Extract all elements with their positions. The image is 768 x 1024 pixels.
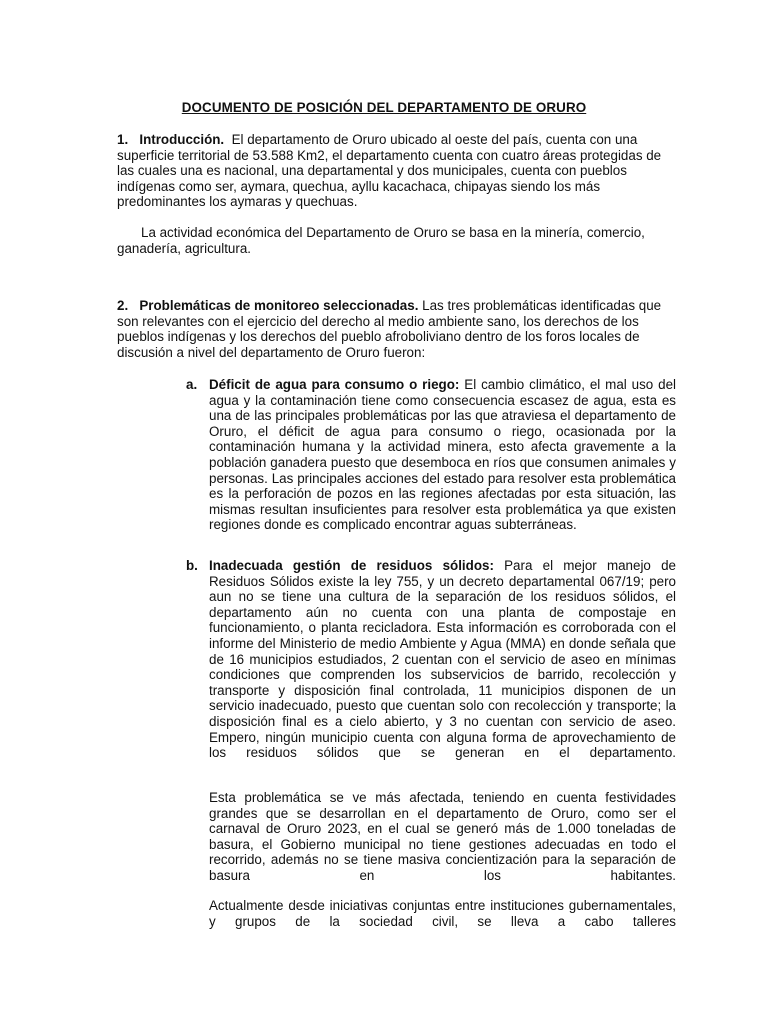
section-problems <box>117 298 675 360</box>
section-number: 1. <box>117 132 129 147</box>
item-heading: Déficit de agua para consumo o riego: <box>209 377 460 392</box>
paragraph-waste-initiatives: Actualmente desde iniciativas conjuntas entre instituciones gubernamentales, y grupos de la sociedad civil, se lleva a cabo talleres <box>209 898 676 929</box>
section-heading: Introducción. <box>139 132 225 147</box>
section-heading: Problemáticas de monitoreo seleccionadas. <box>139 298 419 313</box>
section-text: Las tres problemáticas identificadas que son relevantes con el ejercicio del derecho al medio ambiente sano, los derechos de los pueblos indígenas y los derechos del pueblo afroboliviano dentro de los foros locales de discusión a nivel del departamento de Oruro fueron: <box>117 298 662 360</box>
section-introduction <box>117 132 675 210</box>
item-text: El cambio climático, el mal uso del agua y la contaminación tiene como consecuencia escasez de agua, esta es una de las principales problemáticas por las que atraviesa el departamento de Oruro, el déficit de agua para consumo o riego, ocasionada por la contaminación humana y la actividad minera, esto afecta gravemente a la población ganadera puesto que desemboca en ríos que consumen animales y personas. Las principales acciones del estado para resolver esta problemática es la perforación de pozos en las regiones afectadas por esta situación, las mismas resultan insuficientes para resolver esta problemática ya que existen regiones donde es complicado encontrar aguas subterráneas. <box>209 377 676 533</box>
list-marker: b. <box>186 558 198 573</box>
section-number: 2. <box>117 298 129 313</box>
section-text: El departamento de Oruro ubicado al oeste del país, cuenta con una superficie territorial de 53.588 Km2, el departamento cuenta con cuatro áreas protegidas de las cuales una es nacional, una departamental y dos municipales, cuenta con pueblos indígenas como ser, aymara, quechua, ayllu kacachaca, chipayas siendo los más predominantes los aymaras y quechuas. <box>117 132 662 210</box>
list-item-body <box>209 558 676 761</box>
document-title: DOCUMENTO DE POSICIÓN DEL DEPARTAMENTO DE ORURO <box>181 100 587 115</box>
list-marker: a. <box>186 377 198 392</box>
paragraph-waste-festivities: Esta problemática se ve más afectada, teniendo en cuenta festividades grandes que se desarrollan en el departamento de Oruro, como ser el carnaval de Oruro 2023, en el cual se generó más de 1.000 toneladas de basura, el Gobierno municipal no tiene gestiones adecuadas en todo el recorrido, además no se tiene masiva concientización para la separación de basura en los habitantes. <box>209 790 676 883</box>
item-text: Para el mejor manejo de Residuos Sólidos existe la ley 755, y un decreto departamental 067/19; pero aun no se tiene una cultura de la separación de los residuos sólidos, el departamento aún no cuenta con una planta de compostaje en funcionamiento, o planta recicladora. Esta información es corroborada con el informe del Ministerio de medio Ambiente y Agua (MMA) en donde señala que de 16 municipios estudiados, 2 cuentan con el servicio de aseo en mínimas condiciones que comprenden los subservicios de barrido, recolección y transporte y disposición final controlada, 11 municipios disponen de un servicio inadecuado, puesto que cuentan solo con recolección y transporte; la disposición final es a cielo abierto, y 3 no cuentan con servicio de aseo. Empero, ningún municipio cuenta con alguna forma de aprovechamiento de los residuos sólidos que se generan en el departamento. <box>209 558 676 761</box>
paragraph-economy: La actividad económica del Departamento de Oruro se basa en la minería, comercio, ganadería, agricultura. <box>117 225 645 256</box>
list-item-body <box>209 377 676 533</box>
item-heading: Inadecuada gestión de residuos sólidos: <box>209 558 494 573</box>
